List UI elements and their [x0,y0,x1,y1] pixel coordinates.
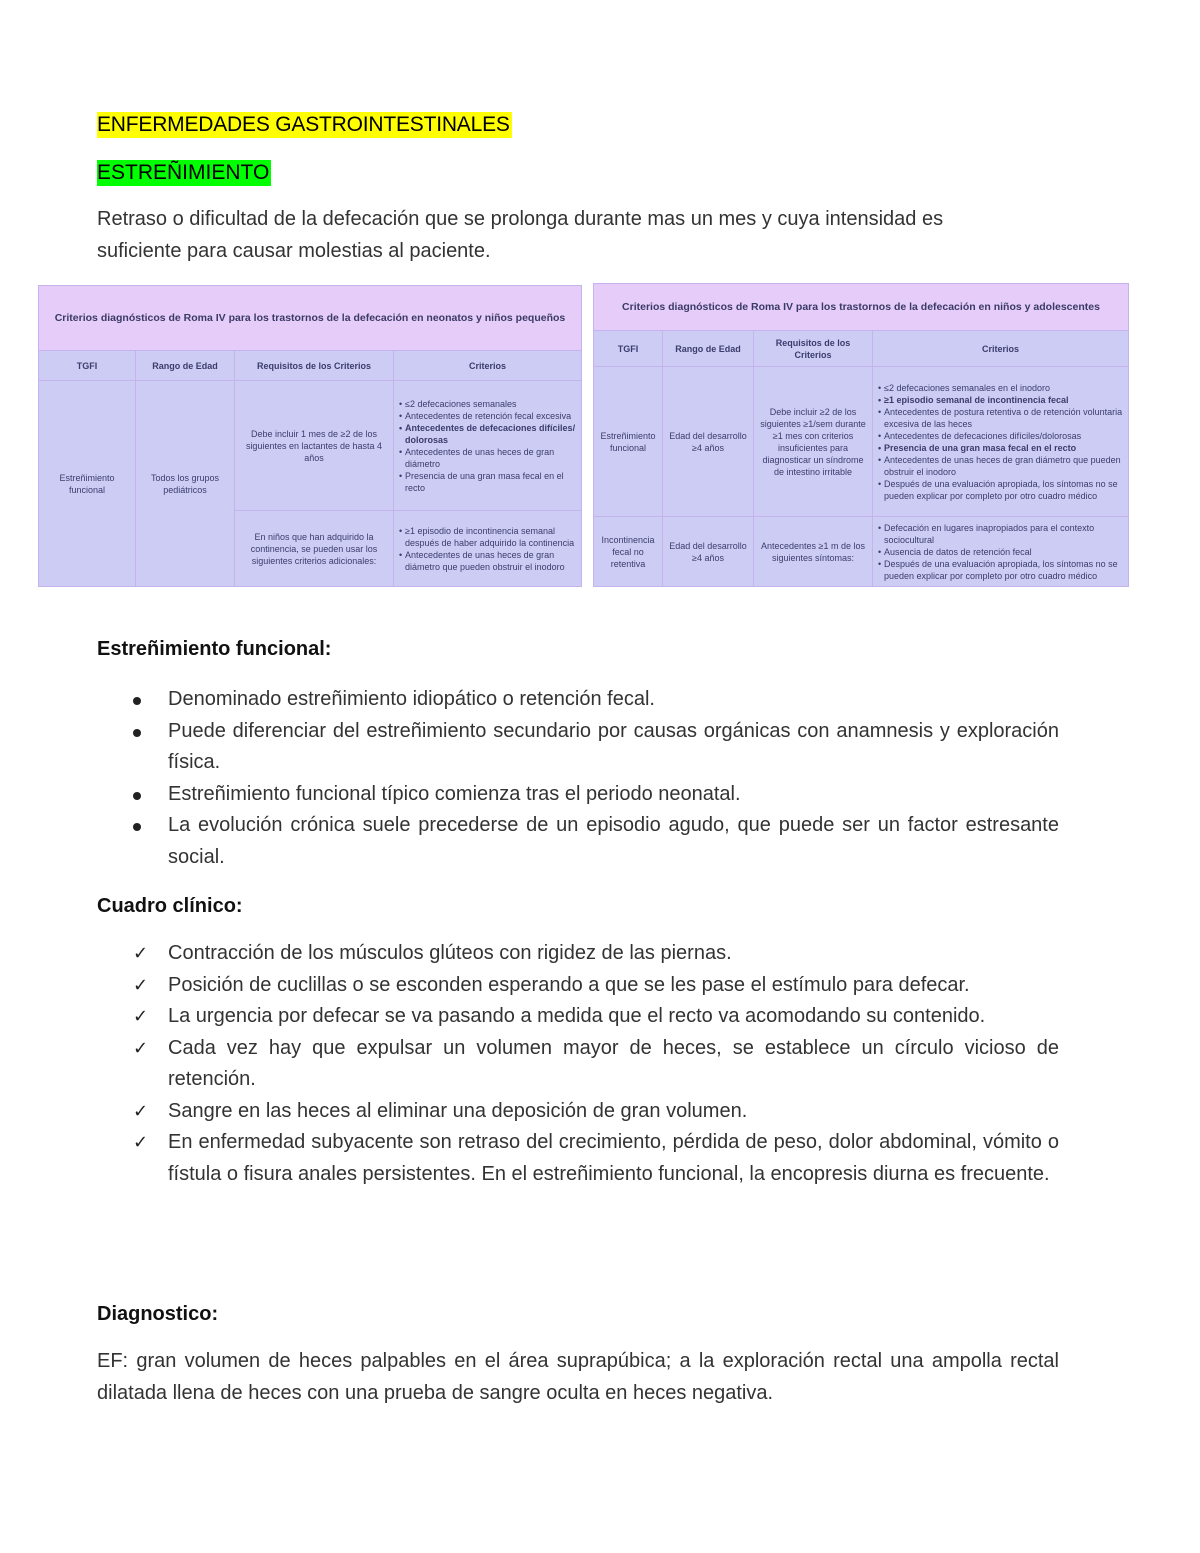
bullet-icon [133,729,141,737]
table-caption: Criterios diagnósticos de Roma IV para los trastornos de la defecación en niños y adolescentes [594,284,1129,331]
criteria-item: • ≤2 defecaciones semanales en el inodoro [884,382,1124,394]
document-title: ENFERMEDADES GASTROINTESTINALES [97,113,510,136]
list-item: Estreñimiento funcional típico comienza tras el periodo neonatal. [97,779,1059,811]
cuadro-list [97,938,1059,1190]
table-cell-criteria [873,517,1129,587]
list-item: ✓ En enfermedad subyacente son retraso del crecimiento, pérdida de peso, dolor abdominal, vómito o fístula o fisura anales persistentes. En el estreñimiento funcional, la encopresis diurna es frecuente. [97,1127,1059,1190]
section-title-diagnostico: Diagnostico: [97,1303,219,1325]
table-header-criteria: Criterios [873,331,1129,367]
criteria-item: • Después de una evaluación apropiada, los síntomas no se pueden explicar por completo por otro cuadro médico [884,558,1124,582]
table-cell-criteria [394,511,582,587]
table-cell-requirements: Debe incluir 1 mes de ≥2 de los siguientes en lactantes de hasta 4 años [235,381,394,511]
funcional-list [97,684,1059,873]
criteria-item: • Presencia de una gran masa fecal en el recto [884,442,1124,454]
table-caption: Criterios diagnósticos de Roma IV para los trastornos de la defecación en neonatos y niños pequeños [39,286,582,351]
table-cell-tgfi: Incontinencia fecal no retentiva [594,517,663,587]
table-cell-requirements: Antecedentes ≥1 m de los siguientes síntomas: [754,517,873,587]
table-header-age: Rango de Edad [663,331,754,367]
list-item: ✓ Posición de cuclillas o se esconden esperando a que se les pase el estímulo para defecar. [97,970,1059,1002]
criteria-item: • ≥1 episodio semanal de incontinencia fecal [884,394,1124,406]
criteria-item: • Ausencia de datos de retención fecal [884,546,1124,558]
table-cell-age: Todos los grupos pediátricos [136,381,235,587]
list-item: ✓ Contracción de los músculos glúteos con rigidez de las piernas. [97,938,1059,970]
section-title-cuadro: Cuadro clínico: [97,895,243,917]
bullet-icon [133,823,141,831]
criteria-item: • Antecedentes de postura retentiva o de retención voluntaria excesiva de las heces [884,406,1124,430]
table-cell-requirements: En niños que han adquirido la continencia, se pueden usar los siguientes criterios adicionales: [235,511,394,587]
table-cell-requirements: Debe incluir ≥2 de los siguientes ≥1/sem durante ≥1 mes con criterios insuficientes para diagnosticar un síndrome de intestino irritable [754,367,873,517]
bullet-icon [133,792,141,800]
table-cell-criteria [873,367,1129,517]
table-header-requirements: Requisitos de los Criterios [754,331,873,367]
table-header-tgfi: TGFI [594,331,663,367]
section-title-estrenimiento: ESTREÑIMIENTO [97,161,270,184]
criteria-item: • Antecedentes de defecaciones difíciles/ dolorosas [405,422,577,446]
list-item: ✓ Cada vez hay que expulsar un volumen mayor de heces, se establece un círculo vicioso de retención. [97,1033,1059,1096]
checkmark-icon: ✓ [133,974,149,995]
list-item: Puede diferenciar del estreñimiento secundario por causas orgánicas con anamnesis y exploración física. [97,716,1059,779]
criteria-item: • Después de una evaluación apropiada, los síntomas no se pueden explicar por completo por otro cuadro médico [884,478,1124,502]
rome-iv-table-adolescentes [593,283,1129,587]
table-header-tgfi: TGFI [39,351,136,381]
table-cell-criteria [394,381,582,511]
checkmark-icon: ✓ [133,1037,149,1058]
checkmark-icon: ✓ [133,1100,149,1121]
table-header-age: Rango de Edad [136,351,235,381]
intro-paragraph: Retraso o dificultad de la defecación que se prolonga durante mas un mes y cuya intensidad es suficiente para causar molestias al paciente. [97,208,944,262]
bullet-icon [133,697,141,705]
section-title-funcional: Estreñimiento funcional: [97,638,332,660]
list-item: ✓ Sangre en las heces al eliminar una deposición de gran volumen. [97,1096,1059,1128]
table-header-criteria: Criterios [394,351,582,381]
criteria-item: • ≤2 defecaciones semanales [405,398,577,410]
table-header-requirements: Requisitos de los Criterios [235,351,394,381]
table-cell-tgfi: Estreñimiento funcional [39,381,136,587]
criteria-item: • Antecedentes de retención fecal excesiva [405,410,577,422]
table-cell-tgfi: Estreñimiento funcional [594,367,663,517]
list-item: Denominado estreñimiento idiopático o retención fecal. [97,684,1059,716]
checkmark-icon: ✓ [133,943,149,963]
table-cell-age: Edad del desarrollo ≥4 años [663,367,754,517]
table-cell-age: Edad del desarrollo ≥4 años [663,517,754,587]
list-item: La evolución crónica suele precederse de un episodio agudo, que puede ser un factor estresante social. [97,810,1059,873]
rome-iv-table-neonatos [38,285,582,587]
diagnostico-paragraph: EF: gran volumen de heces palpables en el área suprapúbica; a la exploración rectal una ampolla rectal dilatada llena de heces con una prueba de sangre oculta en heces negativa. [97,1350,1059,1404]
criteria-item: • Presencia de una gran masa fecal en el recto [405,470,577,494]
criteria-item: • Antecedentes de defecaciones difíciles/dolorosas [884,430,1124,442]
criteria-item: • Antecedentes de unas heces de gran diámetro que pueden obstruir el inodoro [884,454,1124,478]
criteria-item: • Antecedentes de unas heces de gran diámetro [405,446,577,470]
list-item: ✓ La urgencia por defecar se va pasando a medida que el recto va acomodando su contenido. [97,1001,1059,1033]
checkmark-icon: ✓ [133,1006,149,1026]
criteria-item: • ≥1 episodio de incontinencia semanal después de haber adquirido la continencia [405,525,577,549]
criteria-item: • Defecación en lugares inapropiados para el contexto sociocultural [884,522,1124,546]
criteria-item: • Antecedentes de unas heces de gran diámetro que pueden obstruir el inodoro [405,549,577,573]
checkmark-icon: ✓ [133,1132,149,1152]
